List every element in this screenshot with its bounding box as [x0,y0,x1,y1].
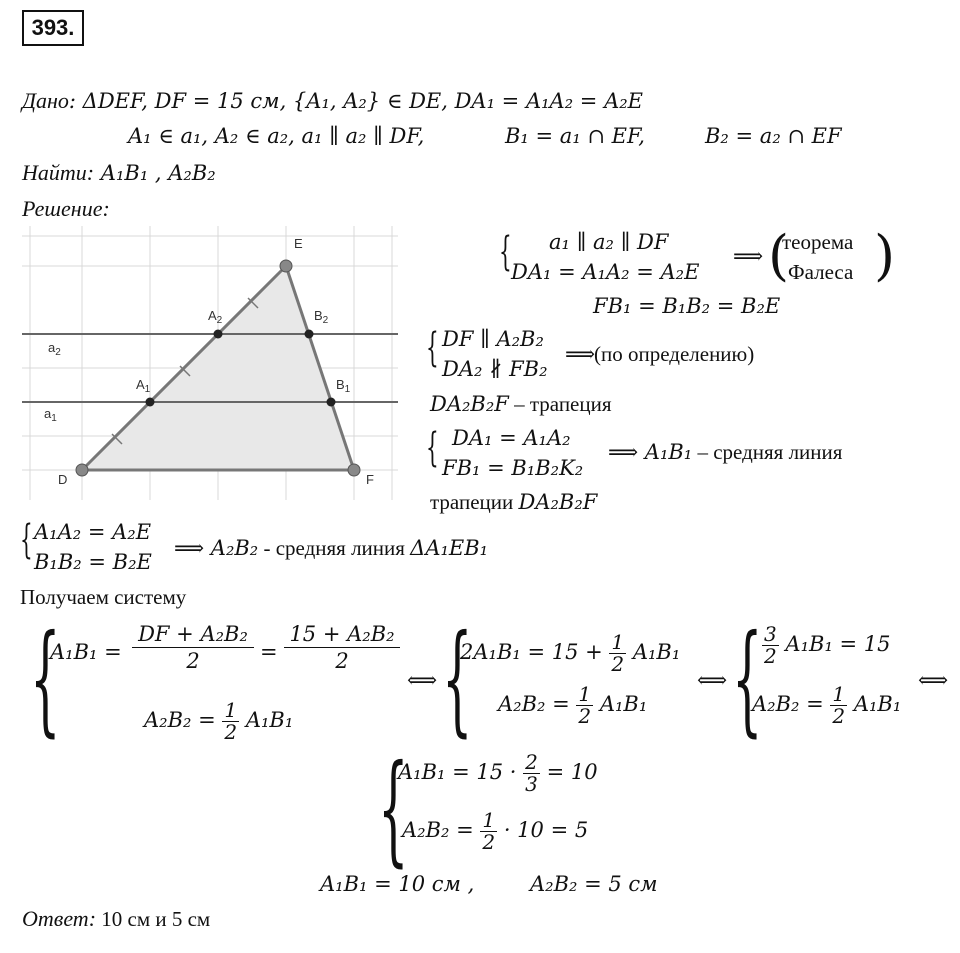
point-b1 [327,398,336,407]
step3-line2: FB₁ = B₁B₂K₂ [442,456,584,480]
given-line-1 [22,88,643,114]
step4-line2: B₁B₂ = B₂E [34,550,152,574]
step1-arrow: ⟹ [733,244,764,268]
label-a2-line: $a_2$ [48,340,61,358]
step2-arrow: ⟹ [565,342,596,366]
label-a1-line: $a_1$ [44,406,57,424]
solution-label: Решение: [22,196,110,221]
sys-b-eq1: 2A₁B₁ = 15 + $\frac{1}{2}$ A₁B₁ [460,630,681,676]
sys-d-eq2: A₂B₂ = $\frac{1}{2}$ · 10 = 5 [402,808,589,854]
step3-line1: DA₁ = A₁A₂ [452,426,571,450]
sys-c-eq1: $\frac{3}{2}$ A₁B₁ = 15 [764,622,891,668]
brace-step2: { [426,325,439,371]
sys-a-eq: = [260,640,278,664]
geometry-figure [22,226,398,500]
answer-line [22,906,210,932]
point-a1 [146,398,155,407]
step1-line2: DA₁ = A₁A₂ = A₂E [511,260,700,284]
answer-label: Ответ: [22,906,97,931]
label-b1: $B_1$ [336,377,351,395]
answer-value: 10 см и 5 см [96,907,211,931]
given-line-2a: A₁ ∈ a₁, A₂ ∈ a₂, a₁ ∥ a₂ ∥ DF, [128,124,425,148]
step1-line1: a₁ ∥ a₂ ∥ DF [549,230,669,254]
brace-step4: { [20,517,33,563]
step3-line3: трапеции DA₂B₂F [430,490,598,514]
given-text-1: : ΔDEF, DF = 15 см, {A₁, A₂} ∈ DE, DA₁ = A₁A₂ = A₂E [68,89,643,113]
step2-line1: DF ∥ A₂B₂ [442,327,544,351]
find-value: A₁B₁ , A₂B₂ [100,161,216,185]
point-f [348,464,360,476]
iff-1: ⟺ [407,668,438,692]
iff-2: ⟺ [697,668,728,692]
system-label: Получаем систему [20,585,187,609]
sys-a-frac1: DF + A₂B₂ 2 [132,622,254,673]
label-e: E [294,236,303,251]
label-a2: $A_2$ [208,308,223,326]
brace-system-d: { [378,740,409,879]
step1-paren2: Фалеса [788,260,854,284]
point-e [280,260,292,272]
point-d [76,464,88,476]
find-line [22,160,216,186]
find-label: Найти: [22,160,95,185]
brace-system-c: { [732,610,763,749]
paren-left: ( [768,224,790,287]
step4-conclusion: ⟹ A₂B₂ - средняя линия ΔA₁EB₁ [174,536,489,560]
label-b2: $B_2$ [314,308,329,326]
sys-a-eq1-lhs: A₁B₁ = [50,640,122,664]
point-b2 [305,330,314,339]
paren-right: ) [874,224,896,287]
label-f: F [366,472,374,487]
sys-d-eq1: A₁B₁ = 15 · $\frac{2}{3}$ = 10 [398,750,598,796]
problem-number: 393. [22,10,84,46]
step2-reason: (по определению) [594,342,755,366]
brace-step3: { [426,425,439,471]
given-line-2c: B₂ = a₂ ∩ EF [705,124,842,148]
label-d: D [58,472,68,487]
step2-line2: DA₂ ∦ FB₂ [442,357,548,381]
step2-result: DA₂B₂F – трапеция [430,392,612,416]
step4-line1: A₁A₂ = A₂E [34,520,152,544]
result-2: A₂B₂ = 5 см [530,872,658,896]
sys-a-eq2: A₂B₂ = $\frac{1}{2}$ A₁B₁ [144,698,294,744]
sys-c-eq2: A₂B₂ = $\frac{1}{2}$ A₁B₁ [752,682,902,728]
sys-b-eq2: A₂B₂ = $\frac{1}{2}$ A₁B₁ [498,682,648,728]
given-line-2b: B₁ = a₁ ∩ EF, [505,124,645,148]
brace-system-b: { [442,610,473,749]
brace-system-a: { [30,610,61,749]
step1-result: FB₁ = B₁B₂ = B₂E [593,294,781,318]
given-label: Дано [22,88,69,113]
sys-a-frac2: 15 + A₂B₂ 2 [284,622,400,673]
step3-conclusion: ⟹ A₁B₁ – средняя линия [608,440,843,464]
iff-3: ⟺ [918,668,949,692]
result-1: A₁B₁ = 10 см , [320,872,475,896]
point-a2 [214,330,223,339]
step1-paren1: теорема [782,230,854,254]
label-a1: $A_1$ [136,377,151,395]
brace-step1: { [499,229,512,275]
